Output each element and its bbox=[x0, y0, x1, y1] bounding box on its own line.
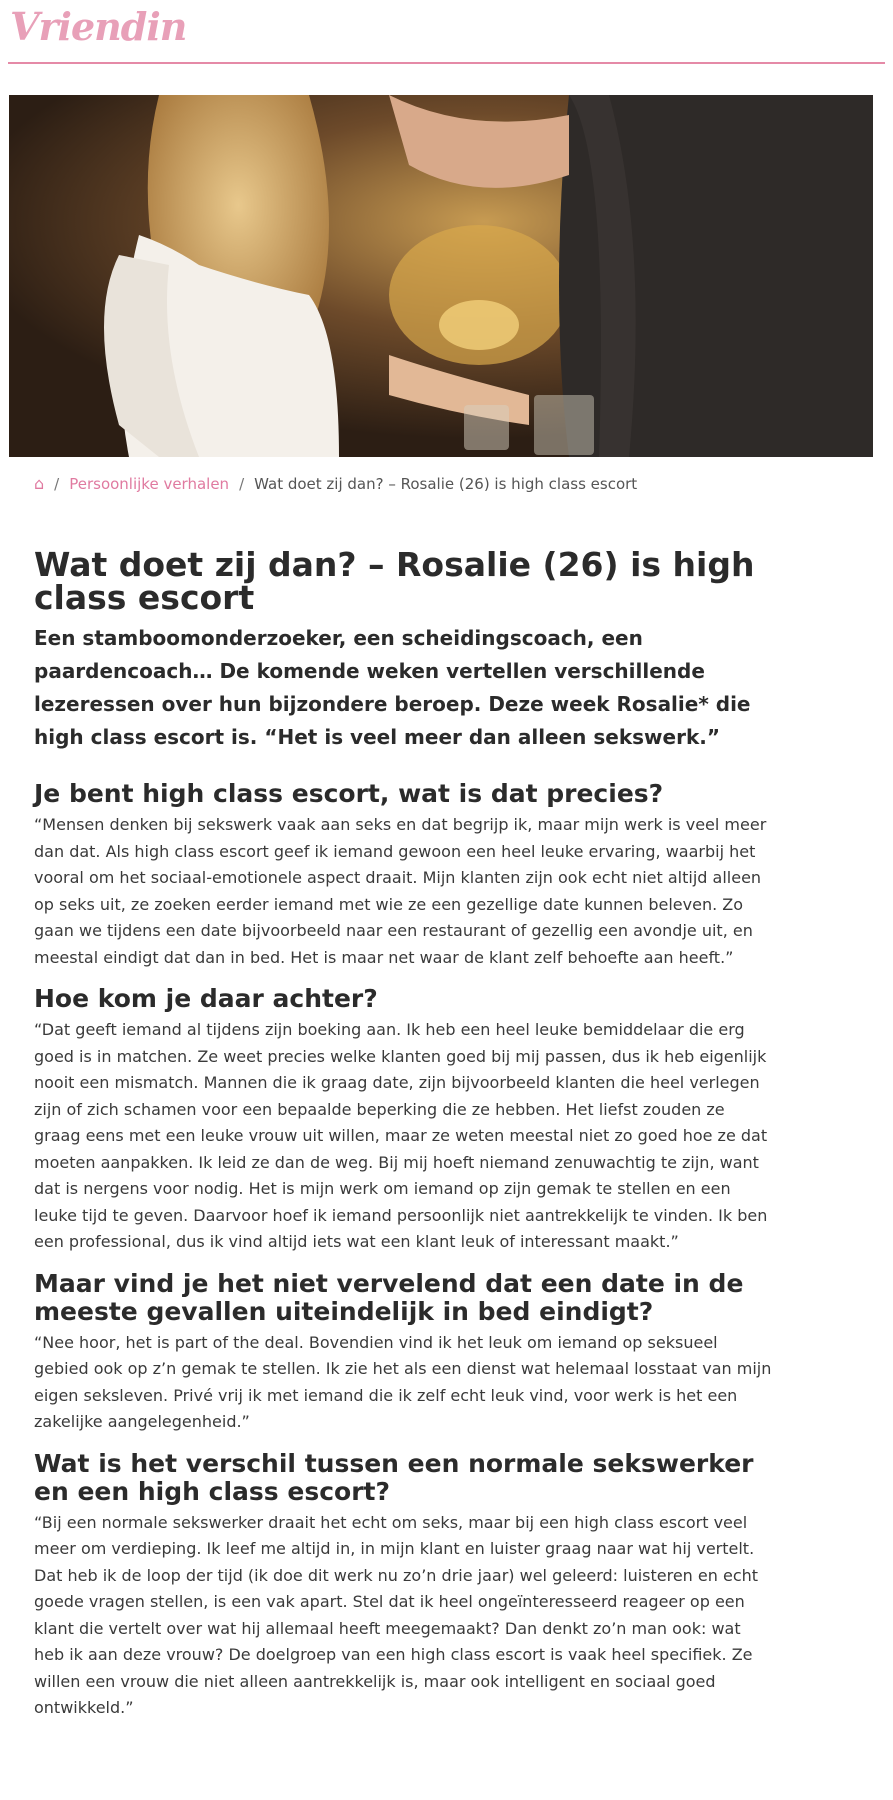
home-icon[interactable]: ⌂ bbox=[34, 474, 45, 493]
article bbox=[34, 545, 774, 1722]
site-header bbox=[8, 0, 885, 64]
site-logo[interactable]: Vriendin bbox=[10, 4, 187, 49]
article-intro: Een stamboomonderzoeker, een scheidingscoach, een paardencoach… De komende weken vertellen verschillende lezeressen over hun bijzondere beroep. Deze week Rosalie* die high class escort is. “Het is veel meer dan alleen sekswerk.” bbox=[34, 626, 751, 749]
section-heading: Maar vind je het niet vervelend dat een date in de meeste gevallen uiteindelijk in bed eindigt? bbox=[34, 1268, 744, 1326]
hero-photo bbox=[9, 95, 873, 457]
breadcrumb-separator: / bbox=[239, 474, 245, 493]
breadcrumb-separator: / bbox=[54, 474, 60, 493]
breadcrumb-link-category[interactable]: Persoonlijke verhalen bbox=[69, 474, 230, 493]
section-text: “Nee hoor, het is part of the deal. Bovendien vind ik het leuk om iemand op seksueel gebied ook op z’n gemak te stellen. Ik zie het als een dienst wat helemaal losstaat van mijn eigen seksleven. Privé vrij ik met iemand die ik zelf echt leuk vind, voor werk is het een zakelijke aangelegenheid.” bbox=[34, 1332, 772, 1431]
breadcrumb-current: Wat doet zij dan? – Rosalie (26) is high class escort bbox=[254, 474, 638, 493]
section-text: “Mensen denken bij sekswerk vaak aan seks en dat begrijp ik, maar mijn werk is veel meer dan dat. Als high class escort geef ik iemand gewoon een heel leuke ervaring, waarbij het vooral om het sociaal-emotionele aspect draait. Mijn klanten zijn ook echt niet altijd alleen op seks uit, ze zoeken eerder iemand met wie ze een gezellige date kunnen beleven. Zo gaan we tijdens een date bijvoorbeeld naar een restaurant of gezellig een avondje uit, en meestal eindigt dat dan in bed. Het is maar net waar de klant zelf behoefte aan heeft.” bbox=[34, 815, 767, 967]
hero-image bbox=[9, 95, 873, 457]
section-heading: Je bent high class escort, wat is dat precies? bbox=[34, 779, 664, 808]
section-text: “Bij een normale sekswerker draait het echt om seks, maar bij een high class escort veel meer om verdieping. Ik leef me altijd in, in mijn klant en luister graag naar wat hij vertelt. Dat heb ik de loop der tijd (ik doe dit werk nu zo’n drie jaar) wel geleerd: luisteren en echt goede vragen stellen, is een vak apart. Stel dat ik heel ongeïnteresseerd reageer op een klant die vertelt over wat hij allemaal heeft meegemaakt? Dan denkt zo’n man ook: wat heb ik aan deze vrouw? De doelgroep van een high class escort is vaak heel specifiek. Ze willen een vrouw die niet alleen aantrekkelijk is, maar ook intelligent en sociaal goed ontwikkeld.” bbox=[34, 1512, 759, 1717]
section-heading: Wat is het verschil tussen een normale sekswerker en een high class escort? bbox=[34, 1448, 754, 1506]
breadcrumb bbox=[34, 474, 637, 493]
section-heading: Hoe kom je daar achter? bbox=[34, 984, 378, 1013]
section-text: “Dat geeft iemand al tijdens zijn boeking aan. Ik heb een heel leuke bemiddelaar die erg goed is in matchen. Ze weet precies welke klanten goed bij mij passen, dus ik heb eigenlijk nooit een mismatch. Mannen die ik graag date, zijn bijvoorbeeld klanten die heel verlegen zijn of zich schamen voor een bepaalde beperking die ze hebben. Het liefst zouden ze graag eens met een leuke vrouw uit willen, maar ze weten meestal niet zo goed hoe ze dat moeten aanpakken. Ik leid ze dan de weg. Bij mij hoeft niemand zenuwachtig te zijn, want dat is nergens voor nodig. Het is mijn werk om iemand op zijn gemak te stellen en een leuke tijd te geven. Daarvoor hoef ik iemand persoonlijk niet aantrekkelijk te vinden. Ik ben een professional, dus ik vind altijd iets wat een klant leuk of interessant maakt.” bbox=[34, 1020, 768, 1251]
article-title: Wat doet zij dan? – Rosalie (26) is high class escort bbox=[34, 545, 755, 617]
